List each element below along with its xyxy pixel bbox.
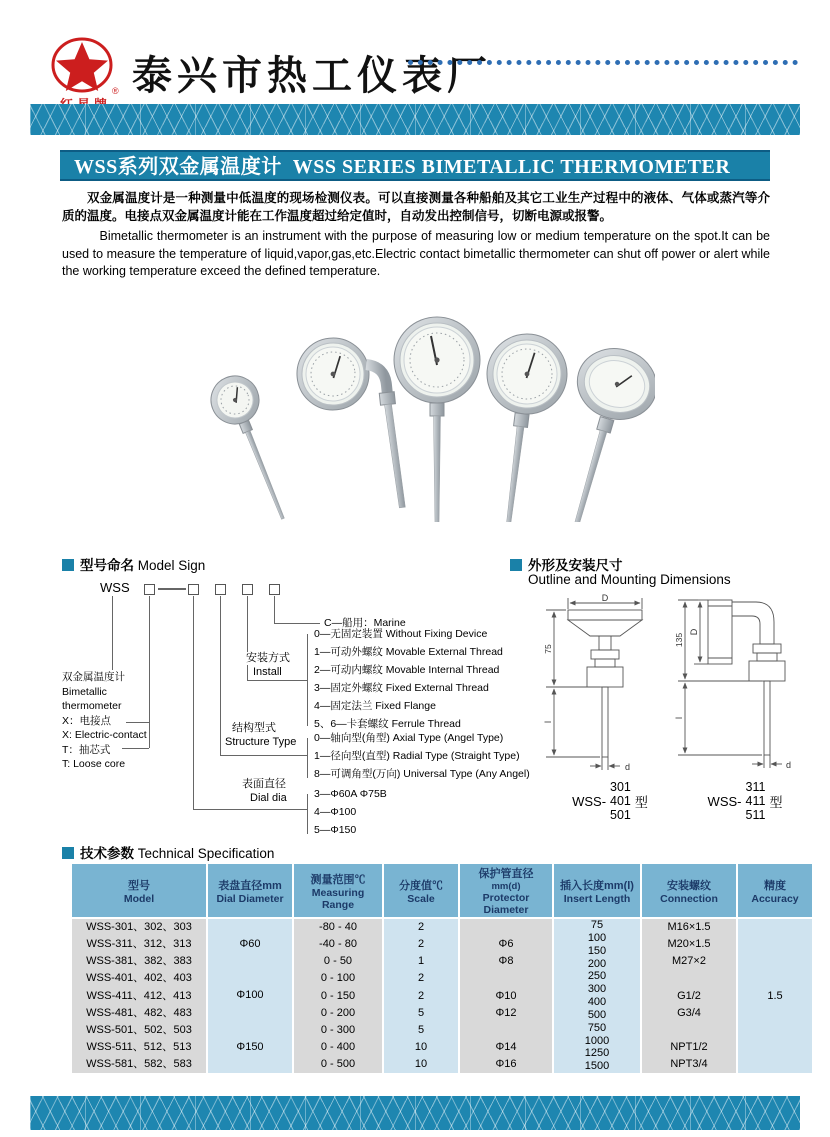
- col-header-model: 型号 Model: [72, 864, 206, 919]
- registered-mark: ®: [112, 86, 119, 96]
- thermometer-gauge: [468, 329, 572, 522]
- right-model-caption: WSS- 311 411 511 型: [707, 780, 783, 822]
- spec-heading: 技术参数 Technical Specification: [62, 842, 274, 862]
- install-group-label-en: Install: [253, 666, 282, 678]
- thermometer-gauge: [204, 369, 305, 522]
- thermometer-gauge: [394, 317, 480, 522]
- dim-label: l: [674, 717, 684, 719]
- col-header-insert: 插入长度mm(l) Insert Length: [554, 864, 640, 919]
- model-sign-marine: C—船用：Marine: [324, 617, 406, 629]
- section-bullet: [510, 559, 522, 571]
- left-model-caption: WSS- 301 401 501 型: [572, 780, 648, 822]
- structure-item: 8—可调角型(万向) Universal Type (Any Angel): [314, 768, 530, 780]
- accuracy-cell: 1.5: [738, 919, 812, 1073]
- install-group-label-cn: 安装方式: [246, 652, 290, 664]
- spec-table: [70, 864, 814, 1073]
- dim-label: 75: [543, 644, 553, 654]
- model-code-box: [269, 584, 280, 595]
- dial-group-cell: Φ150: [208, 1022, 292, 1074]
- model-code-box: [188, 584, 199, 595]
- outline-heading-en: Outline and Mounting Dimensions: [528, 572, 731, 587]
- product-photo: [175, 282, 655, 522]
- dial-group-label-en: Dial dia: [250, 792, 287, 804]
- spec-row: WSS-481、482、483 0 - 200 5 Φ12 G3/4: [72, 1005, 812, 1022]
- install-item: 5、6—卡套螺纹 Ferrule Thread: [314, 718, 461, 730]
- structure-group-label-en: Structure Type: [225, 736, 297, 748]
- install-item: 0—无固定装置 Without Fixing Device: [314, 628, 488, 640]
- section-bullet: [62, 847, 74, 859]
- intro-paragraph-cn: 双金属温度计是一种测量中低温度的现场检测仪表。可以直接测量各种船舶及其它工业生产过程中的液体、气体或蒸汽等介质的温度。电接点双金属温度计能在工作温度超过给定值时，自动发出控制信号，切断电源或报警。: [62, 191, 770, 223]
- dial-group-cell: Φ60: [208, 919, 292, 970]
- model-code-box: [215, 584, 226, 595]
- decorative-banner-top: [30, 104, 800, 135]
- structure-item: 0—轴向型(角型) Axial Type (Angel Type): [314, 732, 504, 744]
- dial-item: 5—Φ150: [314, 824, 357, 836]
- spec-row: WSS-401、402、403 Φ100 0 - 100 2: [72, 970, 812, 988]
- insert-length-cell: 75 100 150 200 250 300 400 500 750 1000 1250 1500: [554, 919, 640, 1073]
- dial-item: 4—Φ100: [314, 806, 357, 818]
- structure-group-label-cn: 结构型式: [232, 722, 276, 734]
- model-prefix: WSS: [100, 580, 130, 595]
- spec-row: WSS-381、382、383 0 - 50 1 Φ8 M27×2: [72, 953, 812, 970]
- structure-item: 1—径向型(直型) Radial Type (Straight Type): [314, 750, 520, 762]
- spec-row: WSS-411、412、413 0 - 150 2 Φ10 G1/2: [72, 988, 812, 1005]
- spec-row: WSS-581、582、583 0 - 500 10 Φ16 NPT3/4: [72, 1056, 812, 1073]
- company-name: 泰兴市热工仪表厂: [132, 54, 492, 98]
- dim-label: 135: [674, 632, 684, 648]
- dial-item: 3—Φ60A Φ75B: [314, 788, 387, 800]
- dim-label: l: [543, 721, 553, 723]
- col-header-dial: 表盘直径mm Dial Diameter: [208, 864, 292, 919]
- model-sign-left-labels: 双金属温度计 Bimetallic thermometer X：电接点 X: Electric-contact T：抽芯式 T: Loose core: [62, 671, 147, 770]
- dotted-leader-line: [408, 60, 798, 65]
- model-code-box: [242, 584, 253, 595]
- model-sign-diagram: [62, 578, 530, 843]
- dim-label: D: [601, 594, 609, 603]
- spec-row: WSS-511、512、513 0 - 400 10 Φ14 NPT1/2: [72, 1039, 812, 1056]
- spec-row: WSS-311、312、313 -40 - 80 2 Φ6 M20×1.5: [72, 936, 812, 953]
- col-header-accuracy: 精度 Accuracy: [738, 864, 812, 919]
- dial-group-cell: Φ100: [208, 970, 292, 1022]
- spec-row: WSS-501、502、503 Φ150 0 - 300 5: [72, 1022, 812, 1040]
- outline-heading: 外形及安装尺寸: [510, 554, 623, 574]
- col-header-scale: 分度值℃ Scale: [384, 864, 458, 919]
- section-bullet: [62, 559, 74, 571]
- brand-logo: [44, 36, 128, 114]
- decorative-banner-bottom: [30, 1096, 800, 1130]
- spec-header-row: [72, 864, 812, 919]
- outline-drawing-angular: [668, 592, 818, 782]
- install-item: 2—可动内螺纹 Movable Internal Thread: [314, 664, 500, 676]
- install-item: 3—固定外螺纹 Fixed External Thread: [314, 682, 489, 694]
- page-title: WSS系列双金属温度计 WSS SERIES BIMETALLIC THERMOMETER: [60, 150, 770, 181]
- intro-paragraph-en: Bimetallic thermometer is an instrument with the purpose of measuring low or medium temperature on the spot.It can be used to measure the temperature of liquid,vapor,gas,etc.Electric contact bimetallic thermometer can shut off power or alert while the working temperature exceed the defined temperature.: [62, 229, 770, 278]
- dim-label: d: [625, 762, 631, 772]
- model-sign-heading: 型号命名 Model Sign: [62, 554, 205, 574]
- col-header-protector: 保护管直径 mm(d) Protector Diameter: [460, 864, 552, 919]
- model-code-box: [144, 584, 155, 595]
- spec-row: WSS-301、302、303 Φ60 -80 - 40 2 75 100 150 200 250 300 400 500 750 1000 1250 1500 M16×1.5 1.5: [72, 919, 812, 936]
- dim-label: d: [786, 760, 792, 770]
- col-header-range: 测量范围℃ Measuring Range: [294, 864, 382, 919]
- dial-group-label-cn: 表面直径: [242, 778, 286, 790]
- dim-label: D: [689, 628, 699, 636]
- col-header-connection: 安装螺纹 Connection: [642, 864, 736, 919]
- outline-drawing-radial: [540, 594, 675, 779]
- install-item: 4—固定法兰 Fixed Flange: [314, 700, 436, 712]
- install-item: 1—可动外螺纹 Movable External Thread: [314, 646, 503, 658]
- thermometer-gauge: [293, 332, 406, 517]
